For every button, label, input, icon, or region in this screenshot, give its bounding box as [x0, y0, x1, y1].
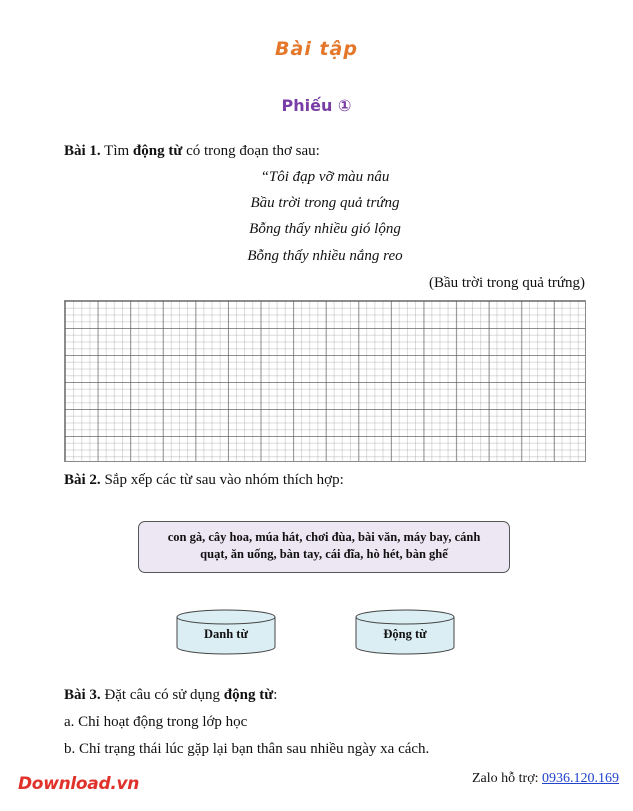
exercise-1-text: Tìm	[100, 143, 133, 159]
exercise-3-label: Bài 3.	[64, 687, 101, 703]
noun-group-cylinder[interactable]	[176, 609, 276, 655]
exercise-1-keyword: động từ	[132, 143, 183, 159]
word-bank-line-1: con gà, cây hoa, múa hát, chơi đùa, bài văn, máy bay, cánh	[167, 530, 481, 544]
worksheet-title: Bài tập	[275, 38, 358, 60]
exercise-3-text: Đặt câu có sử dụng	[100, 687, 224, 703]
poem-line-2: Bầu trời trong quả trứng	[250, 195, 400, 211]
logo-text: Download	[18, 774, 111, 794]
verb-group-label: Động từ	[383, 627, 427, 641]
word-bank-box	[138, 521, 510, 573]
exercise-2-text: Sắp xếp các từ sau vào nhóm thích hợp:	[100, 472, 344, 488]
exercise-1-text-end: có trong đoạn thơ sau:	[182, 143, 320, 159]
poem-line-3: Bỗng thấy nhiều gió lộng	[249, 221, 401, 237]
exercise-1-label: Bài 1.	[64, 143, 101, 159]
exercise-2-label: Bài 2.	[64, 472, 101, 488]
writing-grid[interactable]	[64, 300, 586, 462]
word-bank-line-2: quạt, ăn uống, bàn tay, cái đĩa, hò hét, bàn ghế	[200, 547, 448, 561]
exercise-3-keyword: động từ	[223, 687, 274, 703]
download-logo[interactable]	[18, 774, 139, 794]
support-phone-link[interactable]: 0936.120.169	[542, 771, 619, 786]
noun-group-label: Danh từ	[204, 627, 248, 641]
worksheet-subtitle: Phiếu ①	[281, 96, 352, 115]
poem-line-4: Bỗng thấy nhiều nắng reo	[247, 248, 403, 264]
logo-suffix: .vn	[110, 774, 140, 794]
exercise-1-prompt	[64, 143, 320, 160]
support-label: Zalo hỗ trợ:	[472, 771, 542, 786]
exercise-3-text-end: :	[273, 687, 278, 703]
exercise-3-prompt	[64, 687, 277, 704]
support-info	[472, 771, 619, 787]
exercise-2-prompt	[64, 472, 344, 489]
verb-group-cylinder[interactable]	[355, 609, 455, 655]
poem-source: (Bầu trời trong quả trứng)	[428, 275, 585, 291]
poem-line-1: “Tôi đạp vỡ màu nâu	[260, 169, 390, 185]
exercise-3-item-b: b. Chỉ trạng thái lúc gặp lại bạn thân sau nhiều ngày xa cách.	[64, 741, 430, 757]
exercise-3-item-a: a. Chỉ hoạt động trong lớp học	[64, 714, 248, 730]
